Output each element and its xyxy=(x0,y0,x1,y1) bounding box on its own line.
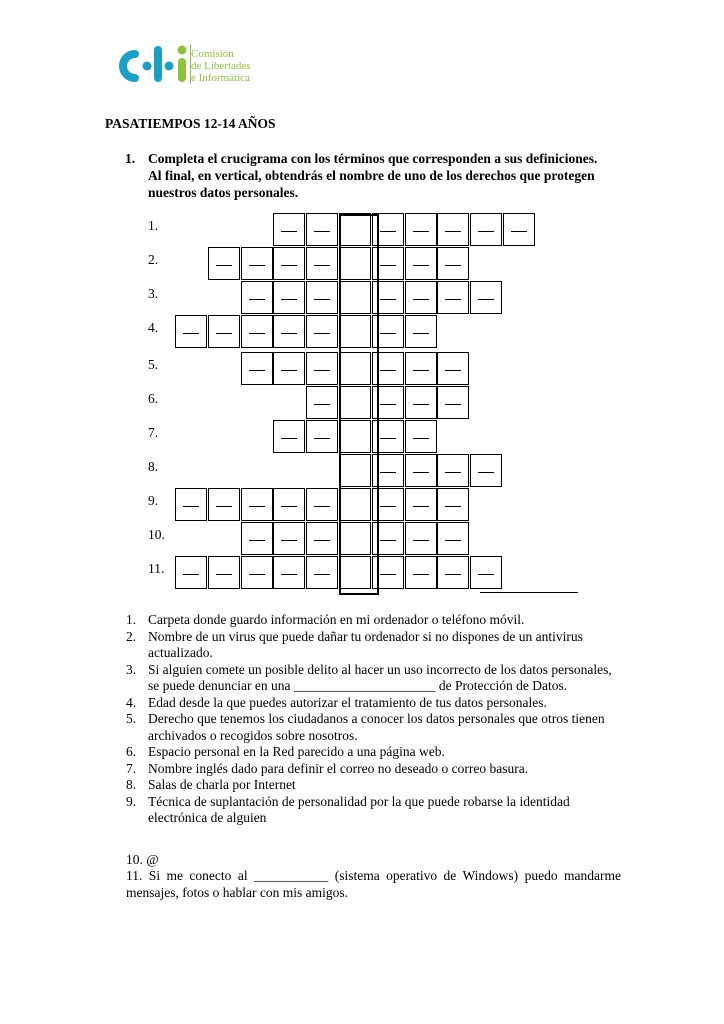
crossword-cell[interactable] xyxy=(306,556,338,589)
blank-dash xyxy=(249,299,265,300)
definition-text: Salas de charla por Internet xyxy=(148,777,296,792)
definition-text: Nombre de un virus que puede dañar tu ordenador si no dispones de un antivirus actualizado. xyxy=(148,628,583,660)
definition-item xyxy=(126,794,621,827)
crossword-key-cell[interactable] xyxy=(339,522,371,555)
definition-number: 9. xyxy=(126,793,137,809)
crossword-cell[interactable] xyxy=(306,488,338,521)
crossword-cell[interactable] xyxy=(241,352,273,385)
blank-dash xyxy=(281,506,297,507)
crossword-cell[interactable] xyxy=(175,556,207,589)
crossword-cell[interactable] xyxy=(372,247,404,280)
answer-line xyxy=(480,592,578,593)
definition-item xyxy=(126,777,621,794)
blank-dash xyxy=(314,370,330,371)
crossword-key-cell[interactable] xyxy=(339,420,371,453)
blank-dash xyxy=(413,506,429,507)
blank-dash xyxy=(380,472,396,473)
crossword-cell[interactable] xyxy=(405,386,437,419)
blank-dash xyxy=(478,472,494,473)
crossword-cell[interactable] xyxy=(372,454,404,487)
crossword-cell[interactable] xyxy=(372,315,404,348)
logo-line: Comisión xyxy=(191,48,234,60)
blank-dash xyxy=(380,333,396,334)
blank-dash xyxy=(183,333,199,334)
crossword-key-cell[interactable] xyxy=(339,488,371,521)
crossword-key-cell[interactable] xyxy=(339,281,371,314)
blank-dash xyxy=(249,574,265,575)
definition-text: Carpeta donde guardo información en mi ordenador o teléfono móvil. xyxy=(148,612,525,627)
crossword-cell[interactable] xyxy=(437,454,469,487)
blank-dash xyxy=(380,506,396,507)
crossword-row-label: 8. xyxy=(148,459,159,474)
crossword-cell[interactable] xyxy=(372,213,404,246)
question-text: Completa el crucigrama con los términos que corresponden a sus definiciones. Al final, en vertical, obtendrás el nombre de uno de los derechos que protegen nuestros datos personales. xyxy=(148,151,598,200)
blank-dash xyxy=(380,574,396,575)
crossword-cell[interactable] xyxy=(405,247,437,280)
crossword-key-cell[interactable] xyxy=(339,213,371,246)
crossword-cell[interactable] xyxy=(208,556,240,589)
crossword-cell[interactable] xyxy=(470,213,502,246)
definition-number: 7. xyxy=(126,760,137,776)
crossword-cell[interactable] xyxy=(175,488,207,521)
crossword-cell[interactable] xyxy=(405,315,437,348)
crossword-cell[interactable] xyxy=(372,522,404,555)
blank-dash xyxy=(445,370,461,371)
blank-dash xyxy=(445,231,461,232)
crossword-row-label: 3. xyxy=(148,286,159,301)
crossword-row-label: 2. xyxy=(148,252,159,267)
blank-dash xyxy=(249,265,265,266)
crossword-key-cell[interactable] xyxy=(339,352,371,385)
crossword-cell[interactable] xyxy=(405,454,437,487)
crossword-cell[interactable] xyxy=(405,522,437,555)
crossword-cell[interactable] xyxy=(306,420,338,453)
blank-dash xyxy=(281,333,297,334)
definition-item xyxy=(126,761,621,778)
blank-dash xyxy=(445,472,461,473)
blank-dash xyxy=(445,574,461,575)
blank-dash xyxy=(413,574,429,575)
blank-dash xyxy=(281,299,297,300)
blank-dash xyxy=(413,231,429,232)
crossword-cell[interactable] xyxy=(470,281,502,314)
logo-text xyxy=(191,48,251,84)
definition-text: Técnica de suplantación de personalidad por la que puede robarse la identidad electrónica de alguien xyxy=(148,793,570,825)
blank-dash xyxy=(249,333,265,334)
crossword-cell[interactable] xyxy=(405,352,437,385)
blank-dash xyxy=(281,574,297,575)
crossword-cell[interactable] xyxy=(208,315,240,348)
crossword-row-label: 11. xyxy=(148,561,165,576)
crossword-cell[interactable] xyxy=(241,247,273,280)
definition-text: Edad desde la que puedes autorizar el tratamiento de tus datos personales. xyxy=(148,694,547,710)
logo-line: e Informática xyxy=(191,72,250,84)
blank-dash xyxy=(249,506,265,507)
blank-dash xyxy=(183,574,199,575)
definition-number: 5. xyxy=(126,711,137,726)
blank-dash xyxy=(380,370,396,371)
blank-dash xyxy=(380,299,396,300)
blank-dash xyxy=(249,370,265,371)
crossword-cell[interactable] xyxy=(273,352,305,385)
blank-dash xyxy=(413,333,429,334)
blank-dash xyxy=(314,574,330,575)
definition-item xyxy=(126,662,621,695)
crossword-cell[interactable] xyxy=(306,213,338,246)
definition-text: Derecho que tenemos los ciudadanos a conocer los datos personales que otros tienen archivados o recogidos sobre nosotros. xyxy=(148,711,605,743)
crossword-cell[interactable] xyxy=(306,281,338,314)
blank-dash xyxy=(380,404,396,405)
crossword-cell[interactable] xyxy=(175,315,207,348)
crossword-cell[interactable] xyxy=(273,247,305,280)
crossword-cell[interactable] xyxy=(437,556,469,589)
crossword-cell[interactable] xyxy=(372,556,404,589)
blank-dash xyxy=(314,540,330,541)
blank-dash xyxy=(314,265,330,266)
crossword-cell[interactable] xyxy=(241,556,273,589)
blank-dash xyxy=(380,265,396,266)
crossword-cell[interactable] xyxy=(306,352,338,385)
definition-text: Espacio personal en la Red parecido a una página web. xyxy=(148,744,445,759)
crossword-cell[interactable] xyxy=(241,522,273,555)
blank-dash xyxy=(511,231,527,232)
blank-dash xyxy=(413,299,429,300)
crossword-cell[interactable] xyxy=(306,522,338,555)
crossword-cell[interactable] xyxy=(437,386,469,419)
crossword-row-label: 6. xyxy=(148,391,159,406)
crossword-cell[interactable] xyxy=(503,213,535,246)
blank-dash xyxy=(478,231,494,232)
blank-dash xyxy=(445,265,461,266)
logo-line: de Libertades xyxy=(191,60,251,72)
crossword-cell[interactable] xyxy=(273,522,305,555)
blank-dash xyxy=(413,370,429,371)
definition-11: 11. Si me conecto al ___________ (sistema operativo de Windows) puedo mandarme mensajes, fotos o hablar con mis amigos. xyxy=(126,868,621,900)
crossword-cell[interactable] xyxy=(372,281,404,314)
crossword-cell[interactable] xyxy=(241,315,273,348)
definitions-list xyxy=(126,612,621,827)
crossword-cell[interactable] xyxy=(208,247,240,280)
crossword-cell[interactable] xyxy=(437,488,469,521)
definition-number: 8. xyxy=(126,777,137,792)
crossword-cell[interactable] xyxy=(372,386,404,419)
definition-item xyxy=(126,695,621,712)
blank-dash xyxy=(314,506,330,507)
blank-dash xyxy=(445,299,461,300)
crossword-row-label: 4. xyxy=(148,320,159,335)
blank-dash xyxy=(281,265,297,266)
crossword-cell[interactable] xyxy=(437,281,469,314)
blank-dash xyxy=(314,231,330,232)
blank-dash xyxy=(216,506,232,507)
definition-number: 6. xyxy=(126,744,137,759)
crossword-row-label: 5. xyxy=(148,357,159,372)
blank-dash xyxy=(478,299,494,300)
blank-dash xyxy=(445,404,461,405)
page-title: PASATIEMPOS 12-14 AÑOS xyxy=(105,116,276,131)
crossword-key-cell[interactable] xyxy=(339,315,371,348)
blank-dash xyxy=(216,574,232,575)
blank-dash xyxy=(183,506,199,507)
crossword-cell[interactable] xyxy=(241,488,273,521)
blank-dash xyxy=(281,231,297,232)
crossword-cell[interactable] xyxy=(372,488,404,521)
crossword-cell[interactable] xyxy=(437,522,469,555)
crossword-key-cell[interactable] xyxy=(339,556,371,589)
crossword-cell[interactable] xyxy=(405,488,437,521)
blank-dash xyxy=(314,299,330,300)
blank-dash xyxy=(413,438,429,439)
definition-text: Si alguien comete un posible delito al hacer un uso incorrecto de los datos personales, se puede denunciar en una _____________________ de Protección de Datos. xyxy=(148,661,612,693)
blank-dash xyxy=(445,540,461,541)
blank-dash xyxy=(413,265,429,266)
crossword-row-label: 1. xyxy=(148,218,159,233)
crossword-cell[interactable] xyxy=(405,213,437,246)
crossword-key-cell[interactable] xyxy=(339,247,371,280)
blank-dash xyxy=(478,574,494,575)
definition-number: 4. xyxy=(126,694,137,710)
crossword-key-cell[interactable] xyxy=(339,454,371,487)
definition-item xyxy=(126,711,621,744)
blank-dash xyxy=(314,438,330,439)
question-number: 1. xyxy=(125,151,136,166)
crossword-cell[interactable] xyxy=(405,556,437,589)
crossword-cell[interactable] xyxy=(273,488,305,521)
crossword-cell[interactable] xyxy=(208,488,240,521)
crossword-row-label: 7. xyxy=(148,425,159,440)
blank-dash xyxy=(216,333,232,334)
crossword-cell[interactable] xyxy=(405,281,437,314)
crossword-cell[interactable] xyxy=(241,281,273,314)
definition-item xyxy=(126,612,621,629)
blank-dash xyxy=(413,404,429,405)
crossword-cell[interactable] xyxy=(273,281,305,314)
blank-dash xyxy=(216,265,232,266)
blank-dash xyxy=(249,540,265,541)
crossword-cell[interactable] xyxy=(372,420,404,453)
blank-dash xyxy=(314,404,330,405)
blank-dash xyxy=(314,333,330,334)
crossword-cell[interactable] xyxy=(437,247,469,280)
crossword-cell[interactable] xyxy=(437,213,469,246)
blank-dash xyxy=(281,370,297,371)
crossword-cell[interactable] xyxy=(306,386,338,419)
crossword-cell[interactable] xyxy=(273,556,305,589)
definition-item xyxy=(126,744,621,761)
blank-dash xyxy=(413,540,429,541)
crossword-cell[interactable] xyxy=(306,247,338,280)
crossword-cell[interactable] xyxy=(470,556,502,589)
definition-number: 2. xyxy=(126,628,137,644)
blank-dash xyxy=(380,231,396,232)
crossword-cell[interactable] xyxy=(273,420,305,453)
crossword-row-label: 9. xyxy=(148,493,159,508)
crossword-cell[interactable] xyxy=(273,213,305,246)
definition-number: 1. xyxy=(126,612,137,627)
blank-dash xyxy=(281,540,297,541)
blank-dash xyxy=(413,472,429,473)
definition-10: 10. @ xyxy=(126,852,159,867)
crossword-cell[interactable] xyxy=(273,315,305,348)
blank-dash xyxy=(281,438,297,439)
crossword-key-cell[interactable] xyxy=(339,386,371,419)
crossword-cell[interactable] xyxy=(437,352,469,385)
crossword-cell[interactable] xyxy=(470,454,502,487)
definition-number: 3. xyxy=(126,661,137,677)
blank-dash xyxy=(380,438,396,439)
crossword-row-label: 10. xyxy=(148,527,165,542)
question-1 xyxy=(125,150,605,201)
blank-dash xyxy=(380,540,396,541)
crossword-cell[interactable] xyxy=(306,315,338,348)
blank-dash xyxy=(445,506,461,507)
crossword-cell[interactable] xyxy=(405,420,437,453)
definition-item xyxy=(126,629,621,662)
definition-text: Nombre inglés dado para definir el correo no deseado o correo basura. xyxy=(148,760,529,776)
crossword-cell[interactable] xyxy=(372,352,404,385)
